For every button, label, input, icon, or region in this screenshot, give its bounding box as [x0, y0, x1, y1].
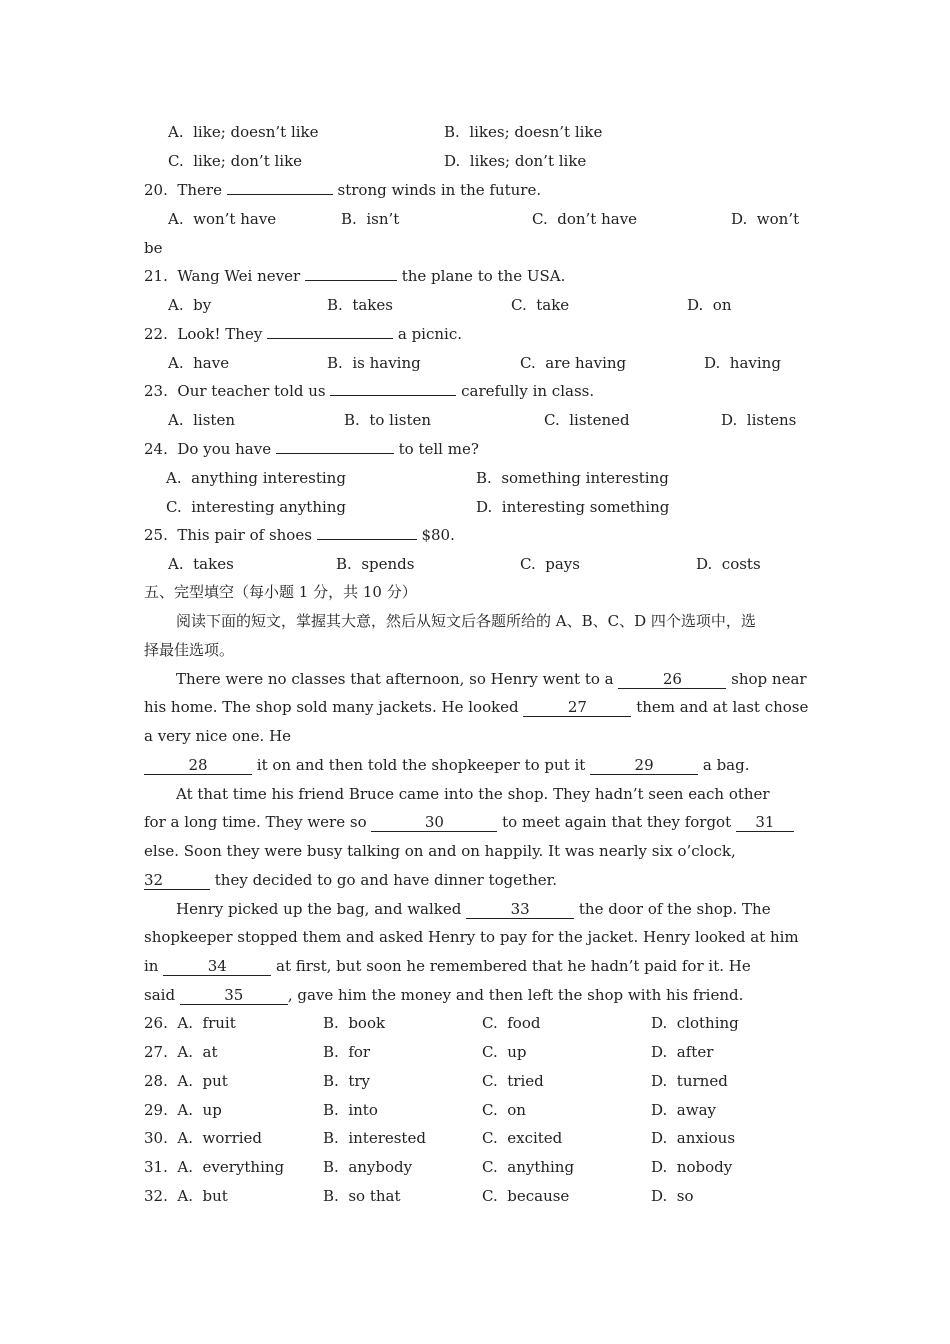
- passage-line: else. Soon they were busy talking on and on happily. It was nearly six o’clock,: [144, 842, 736, 860]
- q19-option-c: C. like; don’t like: [168, 152, 303, 170]
- answer-option-b: B. for: [323, 1043, 371, 1061]
- q20-option-a: A. won’t have: [168, 210, 277, 228]
- cloze-blank-26: 26: [618, 670, 726, 689]
- q21-option-a: A. by: [168, 296, 212, 314]
- q24-option-d: D. interesting something: [476, 498, 670, 516]
- section-instruction-line2: 择最佳选项。: [144, 641, 235, 659]
- q23-option-c: C. listened: [544, 411, 630, 429]
- q20-option-d: D. won’t: [731, 210, 800, 228]
- cloze-blank-34: 34: [163, 957, 271, 976]
- question-22-text: 22. Look! They: [144, 325, 268, 343]
- answer-option-c: C. on: [482, 1101, 526, 1119]
- answer-option-b: B. into: [323, 1101, 378, 1119]
- question-25: [144, 525, 455, 545]
- question-24-text: 24. Do you have: [144, 440, 276, 458]
- passage-text: in: [144, 957, 164, 975]
- answer-option-d: D. nobody: [651, 1158, 733, 1176]
- passage-line: [144, 870, 557, 890]
- q23-option-a: A. listen: [168, 411, 235, 429]
- question-24-text-end: to tell me?: [393, 440, 479, 458]
- passage-text: said: [144, 986, 180, 1004]
- answer-row-num: 29. A. up: [144, 1101, 222, 1119]
- passage-text: to meet again that they forgot: [497, 813, 736, 831]
- question-22-text-end: a picnic.: [393, 325, 462, 343]
- answer-option-d: D. clothing: [651, 1014, 739, 1032]
- passage-line: [176, 669, 807, 689]
- question-21-text: 21. Wang Wei never: [144, 267, 305, 285]
- question-25-text-end: $80.: [416, 526, 455, 544]
- q20-option-c: C. don’t have: [532, 210, 638, 228]
- passage-line: shopkeeper stopped them and asked Henry to pay for the jacket. Henry looked at him: [144, 928, 799, 946]
- passage-text: it on and then told the shopkeeper to put it: [252, 756, 591, 774]
- passage-text: at first, but soon he remembered that he hadn’t paid for it. He: [271, 957, 751, 975]
- question-20-text: 20. There: [144, 181, 227, 199]
- question-20: [144, 180, 541, 200]
- answer-option-b: B. book: [323, 1014, 386, 1032]
- passage-line: [144, 812, 794, 832]
- passage-text: Henry picked up the bag, and walked: [176, 900, 467, 918]
- cloze-blank-32: 32: [144, 871, 210, 890]
- passage-line: [144, 956, 751, 976]
- answer-option-d: D. anxious: [651, 1129, 736, 1147]
- q19-option-d: D. likes; don’t like: [444, 152, 587, 170]
- question-25-text: 25. This pair of shoes: [144, 526, 317, 544]
- answer-blank: [267, 338, 393, 339]
- section-heading: 五、完型填空（每小题 1 分，共 10 分）: [144, 583, 417, 601]
- question-21: [144, 266, 565, 286]
- answer-option-d: D. so: [651, 1187, 694, 1205]
- answer-option-b: B. anybody: [323, 1158, 413, 1176]
- answer-option-b: B. try: [323, 1072, 370, 1090]
- cloze-blank-31: 31: [736, 813, 794, 832]
- answer-row-num: 32. A. but: [144, 1187, 228, 1205]
- q21-option-c: C. take: [511, 296, 570, 314]
- q23-option-b: B. to listen: [344, 411, 432, 429]
- question-23: [144, 381, 594, 401]
- answer-row-num: 27. A. at: [144, 1043, 218, 1061]
- passage-text: them and at last chose: [631, 698, 809, 716]
- cloze-blank-33: 33: [466, 900, 574, 919]
- passage-line: At that time his friend Bruce came into the shop. They hadn’t seen each other: [176, 785, 770, 803]
- cloze-blank-28: 28: [144, 756, 252, 775]
- answer-option-d: D. after: [651, 1043, 714, 1061]
- answer-option-c: C. excited: [482, 1129, 563, 1147]
- answer-option-c: C. anything: [482, 1158, 575, 1176]
- q25-option-d: D. costs: [696, 555, 761, 573]
- answer-option-d: D. turned: [651, 1072, 728, 1090]
- passage-text: shop near: [726, 670, 807, 688]
- answer-blank: [276, 453, 394, 454]
- answer-blank: [305, 280, 397, 281]
- answer-blank: [227, 194, 333, 195]
- q22-option-d: D. having: [704, 354, 781, 372]
- answer-blank: [330, 395, 456, 396]
- question-23-text-end: carefully in class.: [456, 382, 595, 400]
- q25-option-b: B. spends: [336, 555, 415, 573]
- answer-option-b: B. interested: [323, 1129, 426, 1147]
- q24-option-c: C. interesting anything: [166, 498, 347, 516]
- question-21-text-end: the plane to the USA.: [396, 267, 566, 285]
- answer-option-c: C. because: [482, 1187, 570, 1205]
- q24-option-b: B. something interesting: [476, 469, 669, 487]
- passage-text: for a long time. They were so: [144, 813, 372, 831]
- question-24: [144, 439, 479, 459]
- section-instruction-line1: 阅读下面的短文，掌握其大意，然后从短文后各题所给的 A、B、C、D 四个选项中，选: [176, 612, 756, 630]
- answer-row-num: 30. A. worried: [144, 1129, 263, 1147]
- q20-option-b: B. isn’t: [341, 210, 400, 228]
- q22-option-a: A. have: [168, 354, 230, 372]
- q21-option-b: B. takes: [327, 296, 393, 314]
- q22-option-c: C. are having: [520, 354, 627, 372]
- passage-text: they decided to go and have dinner together.: [210, 871, 557, 889]
- q19-option-b: B. likes; doesn’t like: [444, 123, 603, 141]
- answer-option-c: C. food: [482, 1014, 541, 1032]
- cloze-blank-30: 30: [371, 813, 497, 832]
- cloze-blank-29: 29: [590, 756, 698, 775]
- answer-option-c: C. tried: [482, 1072, 544, 1090]
- question-22: [144, 324, 462, 344]
- passage-line: [176, 899, 771, 919]
- passage-line: [144, 985, 743, 1005]
- q20-option-d-cont: be: [144, 239, 163, 257]
- q22-option-b: B. is having: [327, 354, 421, 372]
- answer-row-num: 28. A. put: [144, 1072, 228, 1090]
- answer-option-b: B. so that: [323, 1187, 401, 1205]
- passage-line: a very nice one. He: [144, 727, 292, 745]
- passage-text: a bag.: [698, 756, 750, 774]
- q19-option-a: A. like; doesn’t like: [168, 123, 319, 141]
- question-23-text: 23. Our teacher told us: [144, 382, 331, 400]
- answer-option-c: C. up: [482, 1043, 527, 1061]
- passage-line: [144, 697, 808, 717]
- question-20-text-end: strong winds in the future.: [332, 181, 542, 199]
- passage-text: , gave him the money and then left the shop with his friend.: [287, 986, 744, 1004]
- answer-row-num: 26. A. fruit: [144, 1014, 236, 1032]
- cloze-blank-27: 27: [523, 698, 631, 717]
- q25-option-c: C. pays: [520, 555, 580, 573]
- passage-text: his home. The shop sold many jackets. He looked: [144, 698, 524, 716]
- answer-row-num: 31. A. everything: [144, 1158, 285, 1176]
- answer-blank: [317, 539, 417, 540]
- passage-text: the door of the shop. The: [574, 900, 771, 918]
- q24-option-a: A. anything interesting: [166, 469, 346, 487]
- q23-option-d: D. listens: [721, 411, 797, 429]
- q21-option-d: D. on: [687, 296, 732, 314]
- answer-option-d: D. away: [651, 1101, 716, 1119]
- passage-text: There were no classes that afternoon, so Henry went to a: [176, 670, 619, 688]
- passage-line: [144, 755, 750, 775]
- cloze-blank-35: 35: [180, 986, 288, 1005]
- q25-option-a: A. takes: [168, 555, 234, 573]
